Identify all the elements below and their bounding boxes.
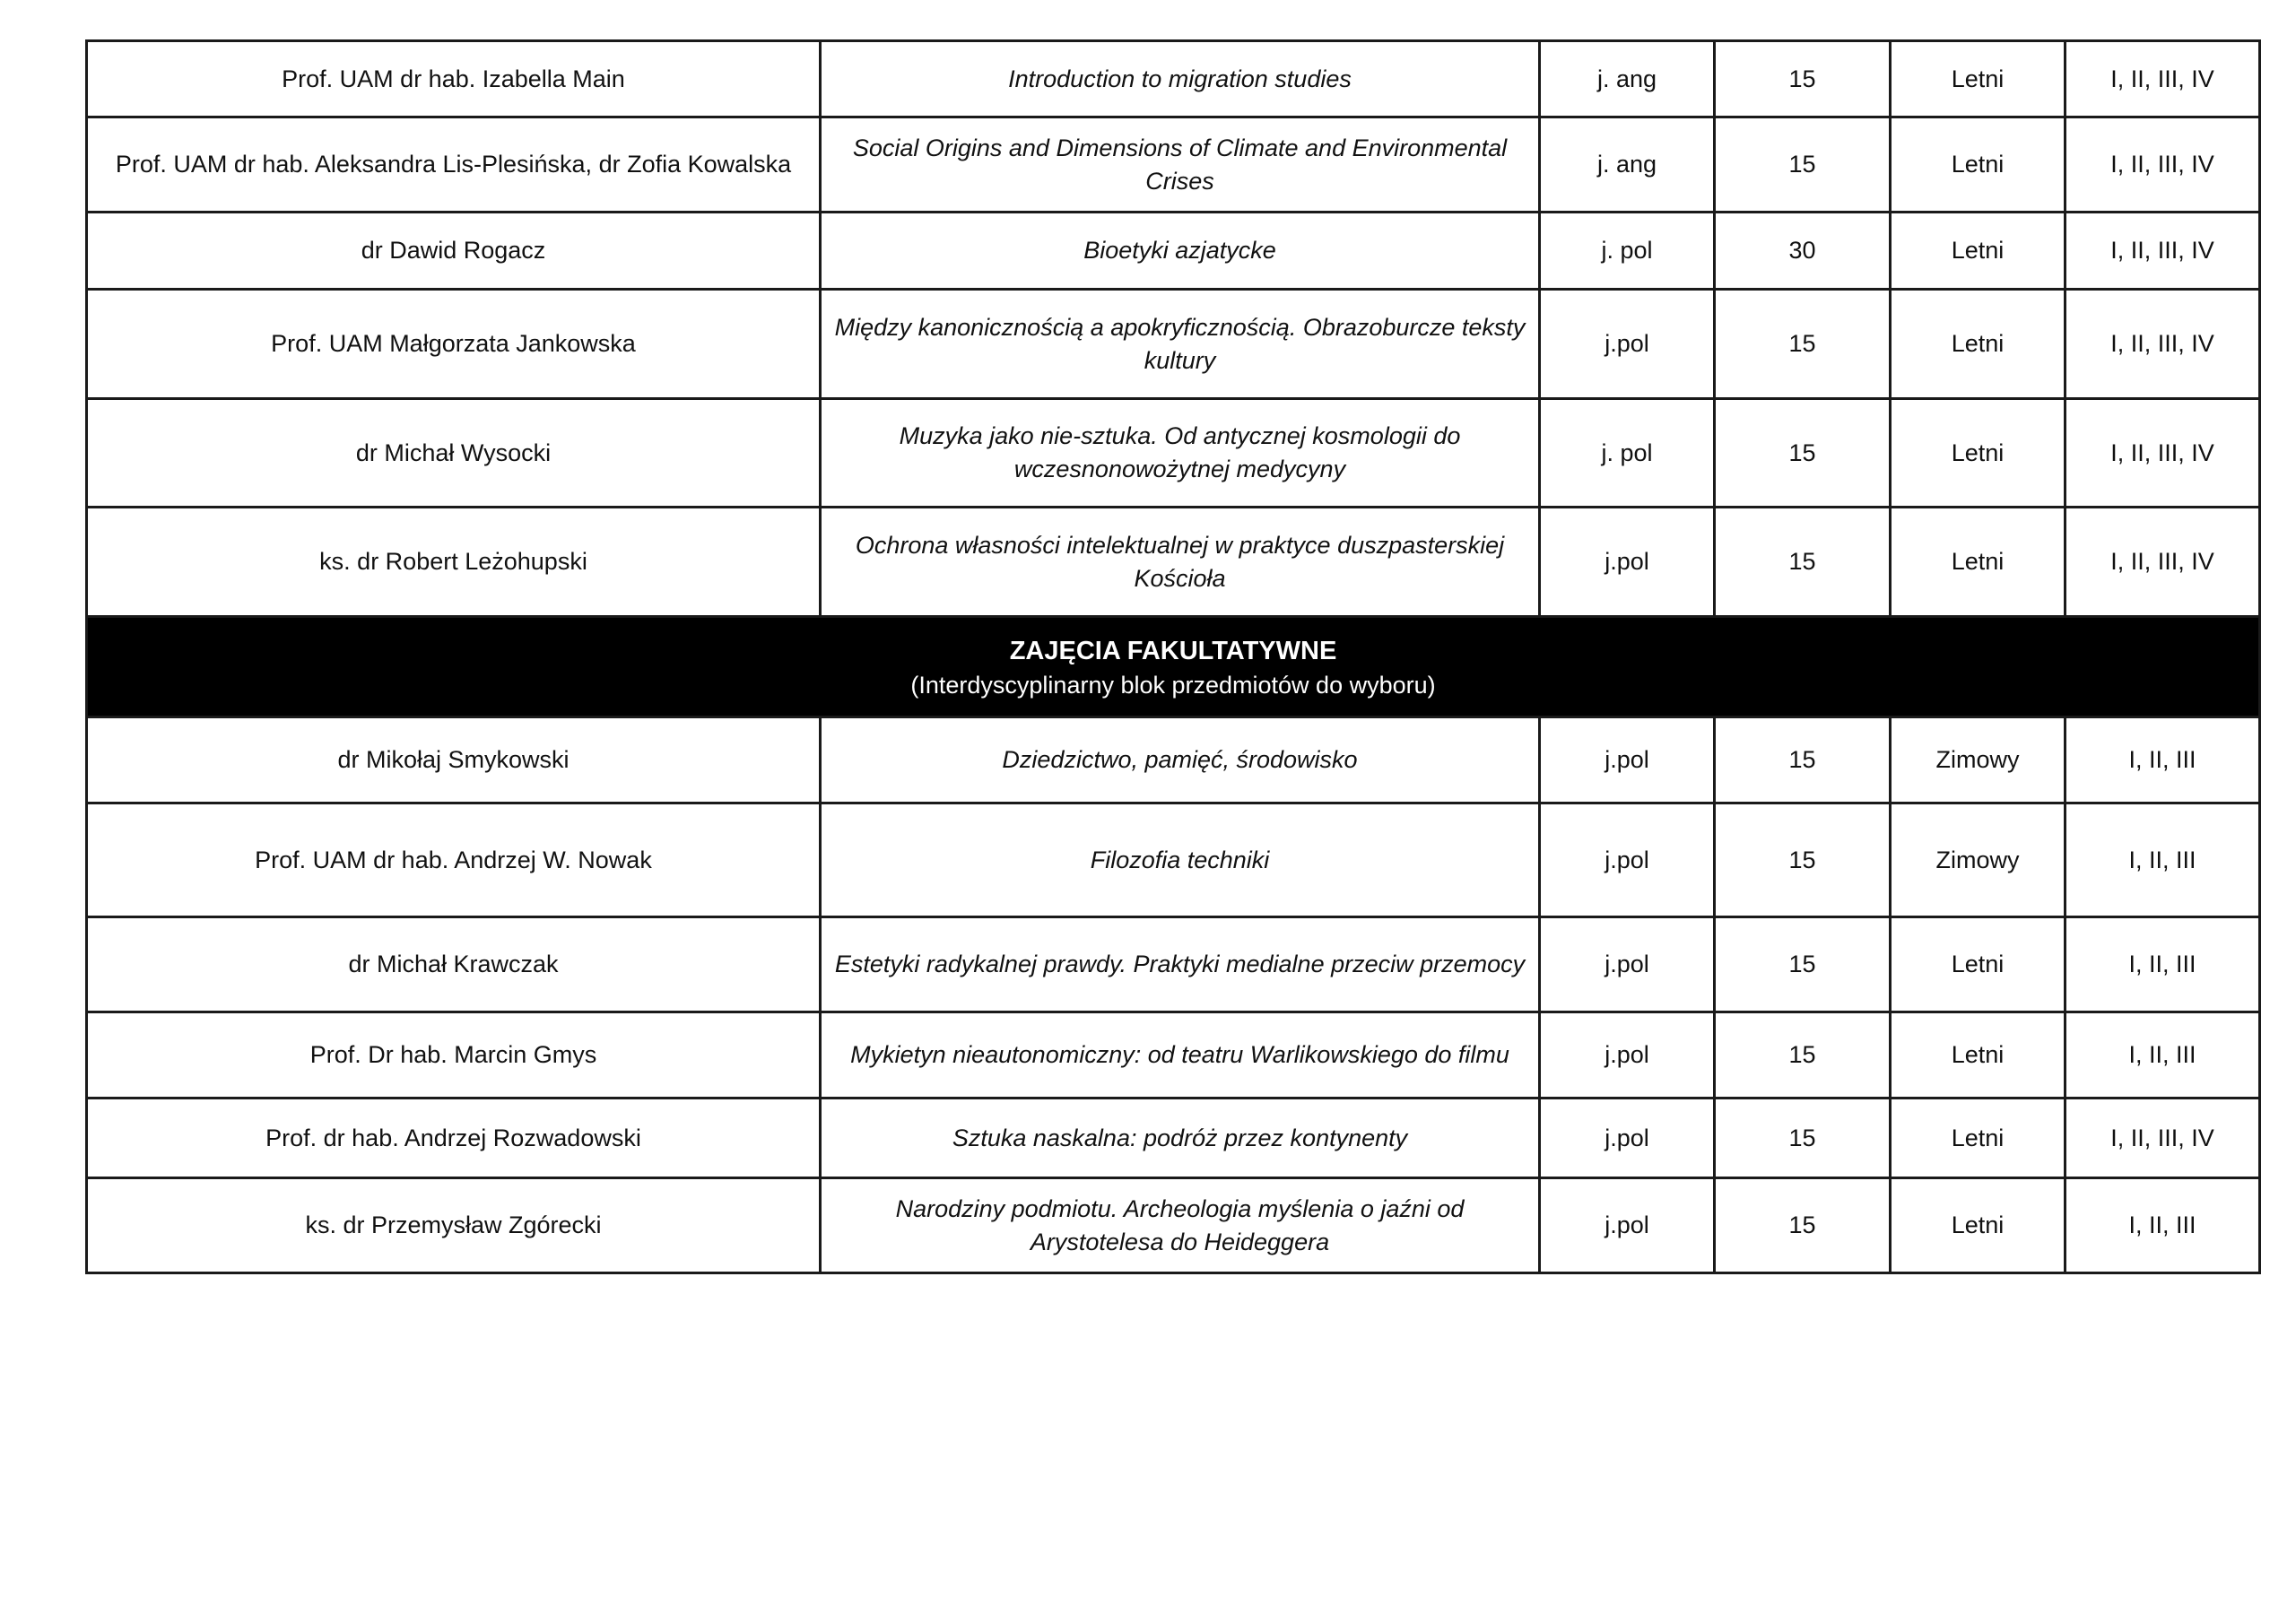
course-table xyxy=(85,39,2261,1274)
years-cell: I, II, III, IV xyxy=(2066,290,2260,399)
years-cell: I, II, III xyxy=(2066,803,2260,917)
years-cell: I, II, III, IV xyxy=(2066,41,2260,117)
table-row xyxy=(87,917,2260,1012)
years-cell: I, II, III, IV xyxy=(2066,213,2260,290)
language-cell: j. pol xyxy=(1540,213,1715,290)
course-title-cell: Estetyki radykalnej prawdy. Praktyki medialne przeciw przemocy xyxy=(821,917,1540,1012)
lecturer-cell: dr Dawid Rogacz xyxy=(87,213,821,290)
language-cell: j. pol xyxy=(1540,399,1715,508)
lecturer-cell: dr Michał Wysocki xyxy=(87,399,821,508)
hours-cell: 15 xyxy=(1715,1178,1891,1273)
course-title-cell: Muzyka jako nie-sztuka. Od antycznej kosmologii do wczesnonowożytnej medycyny xyxy=(821,399,1540,508)
language-cell: j. ang xyxy=(1540,41,1715,117)
language-cell: j.pol xyxy=(1540,508,1715,617)
section-header-cell xyxy=(87,617,2260,717)
hours-cell: 15 xyxy=(1715,1099,1891,1178)
language-cell: j.pol xyxy=(1540,1178,1715,1273)
lecturer-cell: Prof. UAM dr hab. Andrzej W. Nowak xyxy=(87,803,821,917)
years-cell: I, II, III, IV xyxy=(2066,117,2260,213)
lecturer-cell: Prof. dr hab. Andrzej Rozwadowski xyxy=(87,1099,821,1178)
lecturer-cell: Prof. UAM Małgorzata Jankowska xyxy=(87,290,821,399)
table-row xyxy=(87,803,2260,917)
years-cell: I, II, III, IV xyxy=(2066,399,2260,508)
course-title-cell: Introduction to migration studies xyxy=(821,41,1540,117)
semester-cell: Zimowy xyxy=(1891,803,2066,917)
table-row xyxy=(87,399,2260,508)
table-row xyxy=(87,1099,2260,1178)
years-cell: I, II, III xyxy=(2066,917,2260,1012)
years-cell: I, II, III xyxy=(2066,1012,2260,1099)
lecturer-cell: ks. dr Przemysław Zgórecki xyxy=(87,1178,821,1273)
section-title: ZAJĘCIA FAKULTATYWNE xyxy=(1009,636,1337,665)
lecturer-cell: Prof. UAM dr hab. Izabella Main xyxy=(87,41,821,117)
semester-cell: Letni xyxy=(1891,213,2066,290)
section-header-row xyxy=(87,617,2260,717)
years-cell: I, II, III xyxy=(2066,717,2260,803)
lecturer-cell: Prof. Dr hab. Marcin Gmys xyxy=(87,1012,821,1099)
semester-cell: Letni xyxy=(1891,1178,2066,1273)
table-row xyxy=(87,213,2260,290)
years-cell: I, II, III xyxy=(2066,1178,2260,1273)
hours-cell: 15 xyxy=(1715,117,1891,213)
semester-cell: Letni xyxy=(1891,1099,2066,1178)
lecturer-cell: ks. dr Robert Leżohupski xyxy=(87,508,821,617)
language-cell: j.pol xyxy=(1540,1012,1715,1099)
years-cell: I, II, III, IV xyxy=(2066,508,2260,617)
section-subtitle: (Interdyscyplinarny blok przedmiotów do wyboru) xyxy=(910,671,1436,699)
language-cell: j.pol xyxy=(1540,803,1715,917)
language-cell: j. ang xyxy=(1540,117,1715,213)
table-row xyxy=(87,290,2260,399)
semester-cell: Zimowy xyxy=(1891,717,2066,803)
lecturer-cell: Prof. UAM dr hab. Aleksandra Lis-Plesińska, dr Zofia Kowalska xyxy=(87,117,821,213)
semester-cell: Letni xyxy=(1891,41,2066,117)
table-row xyxy=(87,1012,2260,1099)
lecturer-cell: dr Mikołaj Smykowski xyxy=(87,717,821,803)
hours-cell: 15 xyxy=(1715,508,1891,617)
hours-cell: 15 xyxy=(1715,1012,1891,1099)
table-row xyxy=(87,117,2260,213)
language-cell: j.pol xyxy=(1540,717,1715,803)
course-title-cell: Narodziny podmiotu. Archeologia myślenia o jaźni od Arystotelesa do Heideggera xyxy=(821,1178,1540,1273)
language-cell: j.pol xyxy=(1540,290,1715,399)
course-title-cell: Ochrona własności intelektualnej w praktyce duszpasterskiej Kościoła xyxy=(821,508,1540,617)
table-row xyxy=(87,508,2260,617)
hours-cell: 15 xyxy=(1715,290,1891,399)
years-cell: I, II, III, IV xyxy=(2066,1099,2260,1178)
hours-cell: 30 xyxy=(1715,213,1891,290)
semester-cell: Letni xyxy=(1891,917,2066,1012)
hours-cell: 15 xyxy=(1715,803,1891,917)
course-title-cell: Między kanonicznością a apokryficznością. Obrazoburcze teksty kultury xyxy=(821,290,1540,399)
course-title-cell: Dziedzictwo, pamięć, środowisko xyxy=(821,717,1540,803)
hours-cell: 15 xyxy=(1715,41,1891,117)
language-cell: j.pol xyxy=(1540,917,1715,1012)
table-row xyxy=(87,717,2260,803)
table-row xyxy=(87,41,2260,117)
semester-cell: Letni xyxy=(1891,1012,2066,1099)
semester-cell: Letni xyxy=(1891,290,2066,399)
lecturer-cell: dr Michał Krawczak xyxy=(87,917,821,1012)
hours-cell: 15 xyxy=(1715,717,1891,803)
course-title-cell: Mykietyn nieautonomiczny: od teatru Warlikowskiego do filmu xyxy=(821,1012,1540,1099)
semester-cell: Letni xyxy=(1891,399,2066,508)
course-title-cell: Bioetyki azjatycke xyxy=(821,213,1540,290)
course-title-cell: Social Origins and Dimensions of Climate and Environmental Crises xyxy=(821,117,1540,213)
table-row xyxy=(87,1178,2260,1273)
hours-cell: 15 xyxy=(1715,399,1891,508)
semester-cell: Letni xyxy=(1891,508,2066,617)
hours-cell: 15 xyxy=(1715,917,1891,1012)
language-cell: j.pol xyxy=(1540,1099,1715,1178)
course-title-cell: Sztuka naskalna: podróż przez kontynenty xyxy=(821,1099,1540,1178)
semester-cell: Letni xyxy=(1891,117,2066,213)
course-title-cell: Filozofia techniki xyxy=(821,803,1540,917)
